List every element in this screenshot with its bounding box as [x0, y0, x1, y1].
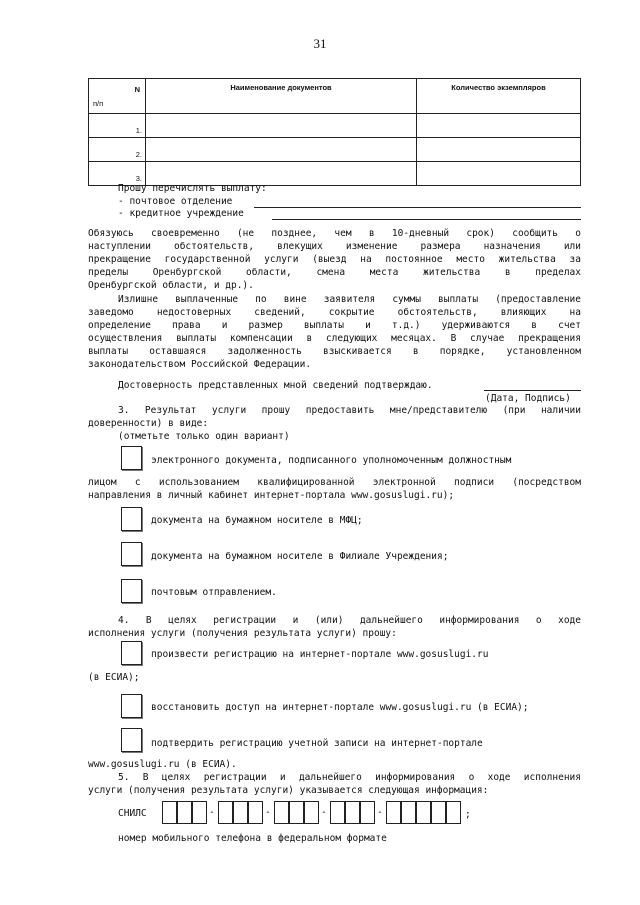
overpaid-line: законодательством Российской Федерации.: [88, 359, 312, 370]
snils-digit-box[interactable]: [192, 801, 207, 824]
snils-digit-box[interactable]: [162, 801, 177, 824]
register-option-label: (в ЕСИА);: [88, 672, 140, 683]
restore-access-checkbox[interactable]: [121, 694, 142, 718]
section5-line: услуги (получения результата услуги) указывается следующая информация:: [88, 785, 489, 796]
register-gosuslugi-checkbox[interactable]: [121, 641, 142, 665]
snils-digit-box[interactable]: [274, 801, 289, 824]
result-option-label: лицом с использованием квалифицированной электронной подписи (посредством: [88, 477, 581, 488]
row-document-cell[interactable]: [146, 162, 417, 186]
documents-table: [88, 78, 581, 186]
overpaid-line: выплаты оставшаяся задолженность взыскивается в порядке, установленном: [88, 346, 581, 357]
date-sign-caption: (Дата, Подпись): [485, 393, 571, 404]
snils-digit-box[interactable]: [446, 801, 461, 824]
result-option-label: почтовым отправлением.: [151, 587, 277, 598]
confirm-registration-checkbox[interactable]: [121, 728, 142, 752]
section3-line: доверенности) в виде:: [88, 418, 209, 429]
payment-credit-label: - кредитное учреждение: [118, 208, 244, 219]
page-number: 31: [313, 36, 327, 51]
header-n: N: [134, 85, 140, 94]
result-electronic-checkbox[interactable]: [121, 446, 142, 470]
row-index: 3.: [89, 162, 146, 186]
result-post-checkbox[interactable]: [121, 579, 142, 603]
row-quantity-cell[interactable]: [417, 162, 581, 186]
snils-digit-box[interactable]: [345, 801, 360, 824]
snils-separator: -: [321, 807, 327, 818]
overpaid-line: заведомо недостоверных сведений, сокрытие обстоятельств, влияющих на: [88, 307, 581, 318]
snils-digit-box[interactable]: [401, 801, 416, 824]
snils-digit-box[interactable]: [218, 801, 233, 824]
row-quantity-cell[interactable]: [417, 138, 581, 162]
snils-terminator: ;: [465, 809, 471, 820]
snils-digit-box[interactable]: [431, 801, 446, 824]
snils-digit-box[interactable]: [386, 801, 401, 824]
snils-digit-box[interactable]: [330, 801, 345, 824]
snils-digit-box[interactable]: [248, 801, 263, 824]
section4-line: исполнения услуги (получения результата услуги) прошу:: [88, 628, 397, 639]
payment-post-office-label: - почтовое отделение: [118, 196, 233, 207]
obligation-line: пределы Оренбургской области, смена места жительства в пределах: [88, 267, 581, 278]
snils-digit-box[interactable]: [360, 801, 375, 824]
table-row: [89, 114, 581, 138]
snils-digit-box[interactable]: [304, 801, 319, 824]
row-quantity-cell[interactable]: [417, 114, 581, 138]
section5-line: 5. В целях регистрации и дальнейшего информирования о ходе исполнения: [118, 772, 581, 783]
overpaid-line: осуществления выплаты компенсации в следующих месяцах. В случае прекращения: [88, 333, 581, 344]
snils-digit-box[interactable]: [289, 801, 304, 824]
payment-intro: Прошу перечислять выплату:: [118, 183, 267, 194]
row-index: 2.: [89, 138, 146, 162]
result-option-label: электронного документа, подписанного уполномоченным должностным: [151, 455, 512, 466]
obligation-line: прекращение государственной услуги (выезд на постоянное место жительства за: [88, 254, 581, 265]
post-office-field[interactable]: [254, 207, 581, 208]
snils-separator: -: [265, 807, 271, 818]
snils-digit-box[interactable]: [233, 801, 248, 824]
section4-line: 4. В целях регистрации и (или) дальнейшего информирования о ходе: [118, 615, 581, 626]
result-paper-mfc-checkbox[interactable]: [121, 507, 142, 531]
row-document-cell[interactable]: [146, 114, 417, 138]
table-header-number: [89, 79, 146, 114]
date-sign-field[interactable]: [484, 390, 581, 391]
overpaid-line: определение права и размер выплаты и т.д.) удерживаются в счет: [88, 320, 581, 331]
result-option-label: документа на бумажном носителе в Филиале Учреждения;: [151, 551, 449, 562]
snils-digit-box[interactable]: [177, 801, 192, 824]
credit-institution-field[interactable]: [272, 219, 581, 220]
header-np: п/п: [93, 99, 104, 108]
section3-note: (отметьте только один вариант): [118, 431, 290, 442]
snils-separator: -: [377, 807, 383, 818]
obligation-line: наступлении обстоятельств, влекущих изменение размера назначения или: [88, 241, 581, 252]
snils-digit-box[interactable]: [416, 801, 431, 824]
confirm-option-label: www.gosuslugi.ru (в ЕСИА).: [88, 759, 237, 770]
result-paper-branch-checkbox[interactable]: [121, 542, 142, 566]
table-header-quantity: Количество экземпляров: [417, 79, 581, 114]
table-row: [89, 138, 581, 162]
register-option-label: произвести регистрацию на интернет-портале www.gosuslugi.ru: [151, 649, 489, 660]
snils-separator: -: [209, 807, 215, 818]
phone-label: номер мобильного телефона в федеральном формате: [118, 833, 387, 844]
row-document-cell[interactable]: [146, 138, 417, 162]
result-option-label: направления в личный кабинет интернет-портала www.gosuslugi.ru);: [88, 490, 455, 501]
confirm-option-label: подтвердить регистрацию учетной записи на интернет-портале: [151, 738, 483, 749]
overpaid-line: Излишне выплаченные по вине заявителя суммы выплаты (предоставление: [118, 294, 581, 305]
table-header-name: Наименование документов: [146, 79, 417, 114]
snils-label: СНИЛС: [118, 808, 147, 819]
result-option-label: документа на бумажном носителе в МФЦ;: [151, 515, 363, 526]
section3-line: 3. Результат услуги прошу предоставить мне/представителю (при наличии: [118, 405, 581, 416]
table-row: [89, 162, 581, 186]
restore-option-label: восстановить доступ на интернет-портале www.gosuslugi.ru (в ЕСИА);: [151, 702, 529, 713]
row-index: 1.: [89, 114, 146, 138]
certify-text: Достоверность представленных мной сведений подтверждаю.: [118, 380, 433, 391]
obligation-line: Оренбургской области, и др.).: [88, 280, 254, 291]
obligation-line: Обязуюсь своевременно (не позднее, чем в 10-дневный срок) сообщить о: [88, 228, 581, 239]
